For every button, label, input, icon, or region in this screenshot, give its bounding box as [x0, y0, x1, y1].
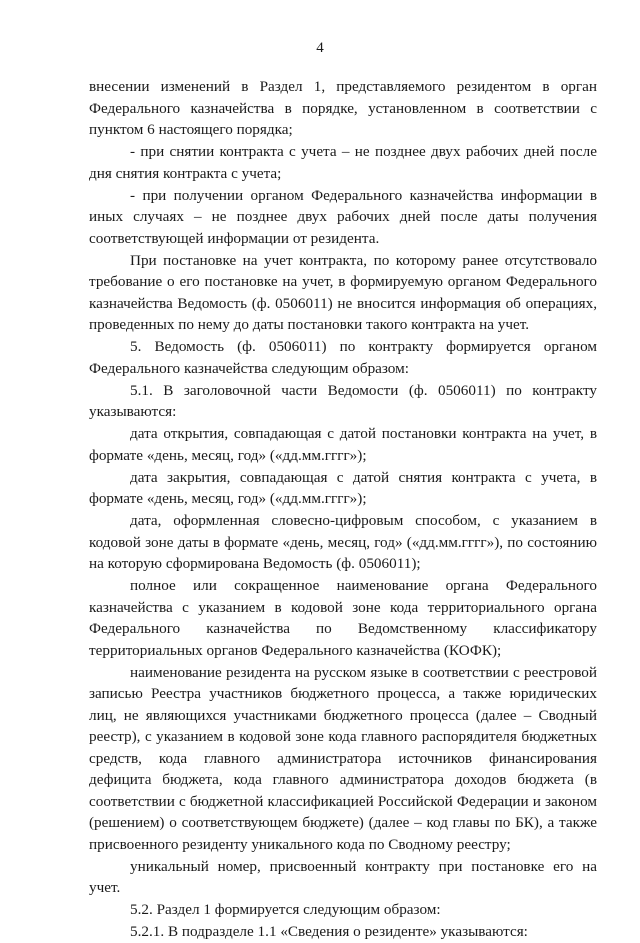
paragraph-13: 5.2. Раздел 1 формируется следующим образом:: [130, 901, 441, 918]
page-number: 4: [316, 40, 324, 56]
paragraph-1: внесении изменений в Раздел 1, представляемого резидентом в орган Федерального казначейства в порядке, установленном в соответствии с пунктом 6 настоящего порядка;: [89, 78, 597, 138]
paragraph-10: полное или сокращенное наименование органа Федерального казначейства с указанием в кодовой зоне кода территориального органа Федерального казначейства по Ведомственному классификатору территориальных органов Федерального казначейства (КОФК);: [89, 577, 597, 659]
paragraph-7: дата открытия, совпадающая с датой постановки контракта на учет, в формате «день, месяц, год» («дд.мм.гггг»);: [89, 425, 597, 464]
paragraph-6: 5.1. В заголовочной части Ведомости (ф. 0506011) по контракту указываются:: [89, 381, 597, 420]
paragraph-4: При постановке на учет контракта, по которому ранее отсутствовало требование о его постановке на учет, в формируемую органом Федерального казначейства Ведомость (ф. 0506011) не вносится информация об операциях, проведенных по нему до даты постановки такого контракта на учет.: [89, 251, 597, 333]
paragraph-9: дата, оформленная словесно-цифровым способом, с указанием в кодовой зоне даты в формате «день, месяц, год» («дд.мм.гггг»), по состоянию на которую сформирована Ведомость (ф. 0506011);: [89, 512, 597, 572]
document-body: [89, 76, 597, 943]
paragraph-2: - при снятии контракта с учета – не позднее двух рабочих дней после дня снятия контракта с учета;: [89, 143, 597, 182]
paragraph-14: 5.2.1. В подразделе 1.1 «Сведения о резиденте» указываются:: [130, 923, 528, 940]
paragraph-5: 5. Ведомость (ф. 0506011) по контракту формируется органом Федерального казначейства следующим образом:: [89, 338, 597, 377]
paragraph-8: дата закрытия, совпадающая с датой снятия контракта с учета, в формате «день, месяц, год» («дд.мм.гггг»);: [89, 468, 597, 507]
paragraph-3: - при получении органом Федерального казначейства информации в иных случаях – не позднее двух рабочих дней после даты получения соответствующей информации от резидента.: [89, 186, 597, 247]
paragraph-11: наименование резидента на русском языке в соответствии с реестровой записью Реестра участников бюджетного процесса, а также юридических лиц, не являющихся участниками бюджетного процесса (далее – Сводный реестр), с указанием в кодовой зоне кода главного распорядителя бюджетных средств, кода главного администратора источников финансирования дефицита бюджета, кода главного администратора доходов бюджета (в соответствии с бюджетной классификацией Российской Федерации и законом (решением) о соответствующем бюджете) (далее – код главы по БК), а также присвоенного резиденту уникального кода по Сводному реестру;: [89, 663, 597, 853]
paragraph-12: уникальный номер, присвоенный контракту при постановке его на учет.: [89, 857, 597, 896]
